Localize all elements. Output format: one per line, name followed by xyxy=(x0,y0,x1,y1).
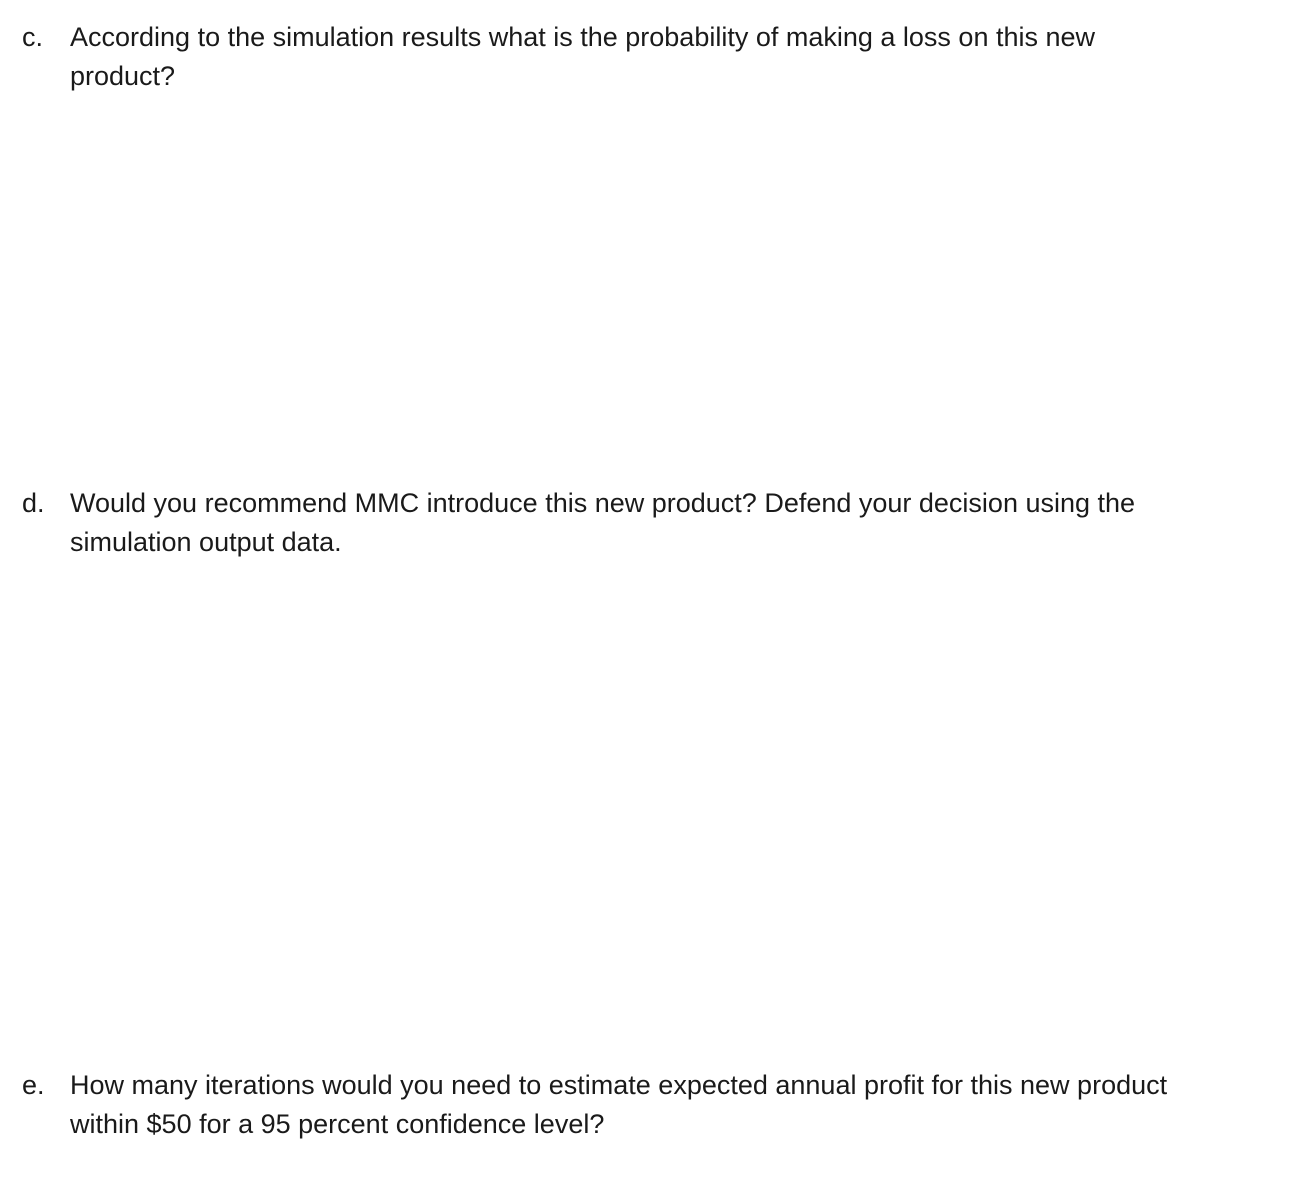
question-letter: c. xyxy=(22,22,44,52)
question-letter: d. xyxy=(22,488,45,518)
question-letter: e. xyxy=(22,1070,45,1100)
question-c xyxy=(22,18,1272,96)
question-text: According to the simulation results what is the probability of making a loss on this new product? xyxy=(70,22,1096,91)
question-text: How many iterations would you need to estimate expected annual profit for this new product within $50 for a 95 percent confidence level? xyxy=(70,1070,1168,1139)
question-text: Would you recommend MMC introduce this new product? Defend your decision using the simulation output data. xyxy=(70,488,1136,557)
question-d xyxy=(22,484,1272,562)
question-e xyxy=(22,1066,1272,1144)
